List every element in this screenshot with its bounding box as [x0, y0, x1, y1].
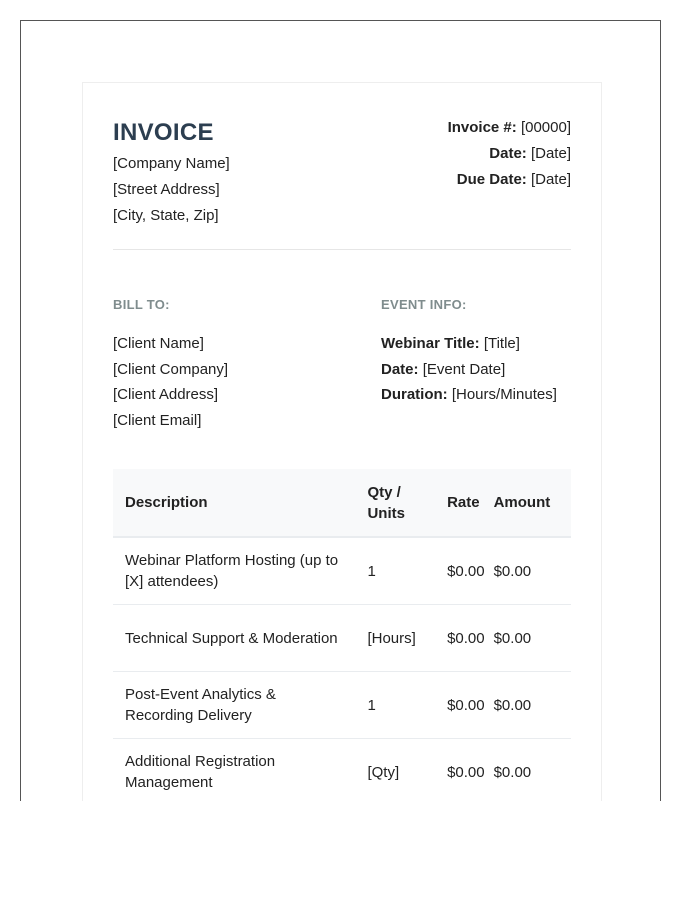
webinar-title-label: Webinar Title:	[381, 335, 480, 352]
bill-to-section	[113, 297, 228, 433]
event-info-title: EVENT INFO:	[381, 297, 467, 312]
header-description: Description	[113, 469, 355, 537]
webinar-title-line	[381, 331, 557, 357]
invoice-date-label: Date:	[489, 145, 527, 162]
row-qty: 1	[355, 537, 435, 605]
invoice-meta	[448, 115, 571, 193]
page-frame	[20, 20, 661, 801]
table-header	[113, 469, 571, 537]
duration-line	[381, 382, 557, 408]
row-description: Post-Event Analytics & Recording Delivery	[113, 672, 355, 739]
due-date-value: [Date]	[530, 171, 571, 188]
row-description: Webinar Platform Hosting (up to [X] attendees)	[113, 537, 355, 605]
company-name: [Company Name]	[113, 155, 230, 172]
invoice-date-line	[448, 141, 571, 167]
client-email: [Client Email]	[113, 411, 202, 429]
duration-value: [Hours/Minutes]	[451, 386, 557, 403]
event-info-section	[381, 297, 557, 408]
city-state-zip: [City, State, Zip]	[113, 207, 219, 224]
row-amount: $0.00	[482, 605, 571, 672]
client-company: [Client Company]	[113, 360, 229, 378]
invoice-number-label: Invoice #:	[447, 119, 517, 136]
row-amount: $0.00	[482, 537, 571, 605]
row-qty: [Hours]	[355, 605, 435, 672]
row-description: Technical Support & Moderation	[113, 605, 355, 672]
client-address: [Client Address]	[113, 386, 219, 403]
webinar-title-value: [Title]	[483, 335, 520, 352]
row-rate: $0.00	[435, 739, 482, 802]
event-date-line	[381, 357, 557, 383]
bill-to-title: BILL TO:	[113, 297, 170, 312]
invoice-title: INVOICE	[113, 119, 214, 146]
line-items-table	[113, 469, 571, 801]
due-date-line	[448, 167, 571, 193]
invoice-number-value: [00000]	[520, 119, 571, 136]
table-header-row	[113, 469, 571, 537]
invoice-document	[82, 82, 602, 801]
due-date-label: Due Date:	[456, 171, 527, 188]
street-address: [Street Address]	[113, 181, 220, 198]
table-body	[113, 537, 571, 801]
invoice-number-line	[448, 115, 571, 141]
table-row	[113, 537, 571, 605]
invoice-date-value: [Date]	[530, 145, 571, 162]
company-block	[113, 119, 230, 229]
table-row	[113, 739, 571, 802]
header-amount: Amount	[482, 469, 571, 537]
duration-label: Duration:	[381, 386, 448, 403]
row-description: Additional Registration Management	[113, 739, 355, 802]
row-rate: $0.00	[435, 605, 482, 672]
header-divider	[113, 249, 571, 250]
row-amount: $0.00	[482, 672, 571, 739]
header-rate: Rate	[435, 469, 482, 537]
header-qty-units: Qty / Units	[355, 469, 435, 537]
event-date-label: Date:	[381, 360, 419, 378]
client-name: [Client Name]	[113, 335, 204, 352]
table-row	[113, 672, 571, 739]
row-amount: $0.00	[482, 739, 571, 802]
table-row	[113, 605, 571, 672]
row-rate: $0.00	[435, 672, 482, 739]
row-rate: $0.00	[435, 537, 482, 605]
row-qty: [Qty]	[355, 739, 435, 802]
event-date-value: [Event Date]	[422, 360, 506, 378]
row-qty: 1	[355, 672, 435, 739]
